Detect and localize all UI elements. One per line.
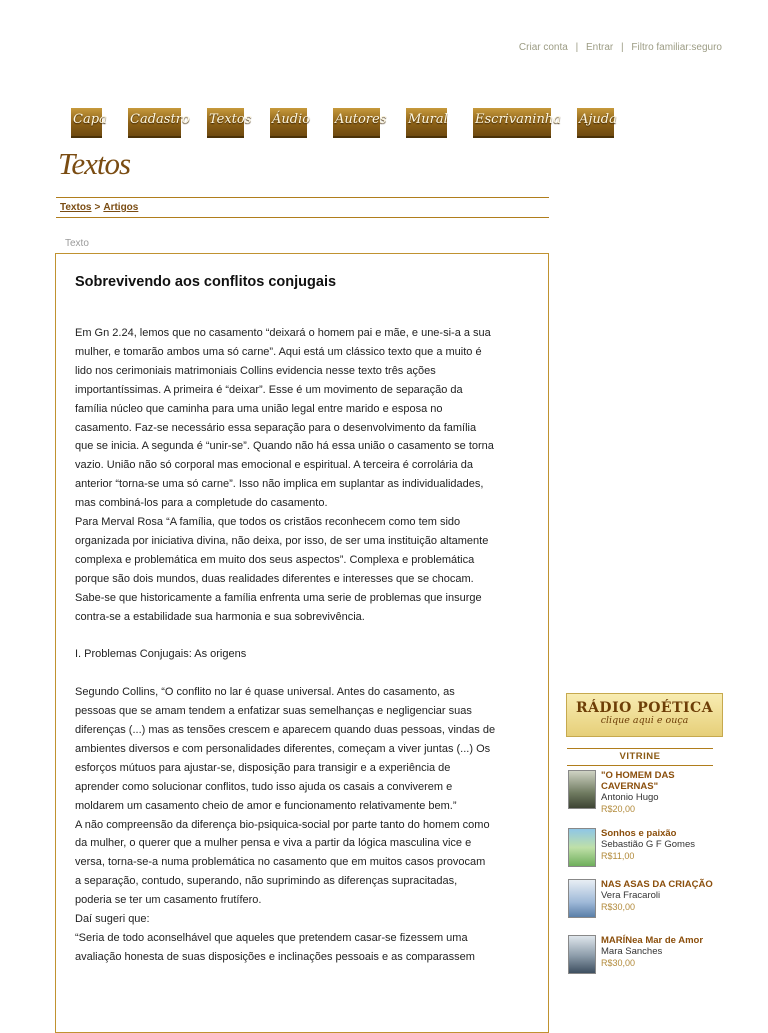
nav-tab-escrivaninha[interactable]: [473, 108, 561, 138]
article-line: Para Merval Rosa “A família, que todos os cristãos reconhecem como tem sido: [75, 516, 461, 529]
book-author: Mara Sanches: [601, 946, 663, 957]
article-line: família núcleo que caminha para uma união legal entre marido e esposa no: [75, 402, 443, 415]
book-price: R$30,00: [601, 958, 636, 968]
article-line: contra-se a estabilidade sua harmonia e sua sobrevivência.: [75, 610, 365, 623]
article-line: da mulher, o querer que a mulher pensa e viva a partir da lógica masculina vice e: [75, 837, 472, 850]
article-line: vazio. União não só corporal mas emocional e espiritual. A terceira é corrolária da: [75, 459, 474, 472]
book-title[interactable]: "O HOMEM DAS CAVERNAS": [601, 770, 675, 792]
nav-tab-label: Escrivaninha: [475, 112, 561, 127]
breadcrumb: [56, 197, 549, 218]
separator: |: [575, 42, 579, 53]
section-label: Texto: [65, 238, 89, 249]
book-title[interactable]: NAS ASAS DA CRIAÇÃO: [601, 879, 713, 890]
book-title[interactable]: MARÍNea Mar de Amor: [601, 935, 704, 946]
nav-tab-label: Áudio: [272, 112, 311, 127]
nav-tab-label: Mural: [408, 112, 448, 127]
article-body: [75, 324, 529, 967]
nav-tab-cadastro[interactable]: [128, 108, 190, 138]
nav-tab-autores[interactable]: [333, 108, 387, 138]
book-info: [601, 828, 721, 862]
nav-tab-label: Capa: [73, 112, 107, 127]
nav-tab-label: Cadastro: [130, 112, 190, 127]
book-title[interactable]: Sonhos e paixão: [601, 828, 677, 839]
article-line: pessoas que se amam tendem a enfatizar suas semelhanças e negligenciar suas: [75, 705, 472, 718]
article-line: aprender como solucionar conflitos, tudo isso ajuda os casais a conviverem e: [75, 780, 453, 793]
nav-tab-textos[interactable]: [207, 108, 252, 138]
article-title: Sobrevivendo aos conflitos conjugais: [75, 274, 337, 290]
article-line: “Seria de todo aconselhável que aqueles que pretendem casar-se fizessem uma: [75, 931, 468, 944]
article-line: lido nos cerimoniais matrimoniais Collins evidencia nesse texto três ações: [75, 364, 436, 377]
nav-tab-label: Autores: [335, 112, 387, 127]
article-line: poderia se ter um casamento frutífero.: [75, 894, 262, 907]
nav-tab-label: Textos: [209, 112, 252, 127]
separator: |: [621, 42, 624, 53]
article-line: diferenças (...) mas as tensões crescem e aparecem quando duas pessoas, vindas de: [75, 724, 496, 736]
book-price: R$30,00: [601, 902, 636, 912]
nav-tab-capa[interactable]: [71, 108, 107, 138]
article-line: porque são dois mundos, duas realidades diferentes e interesses que se chocam.: [75, 572, 474, 585]
article-line: A não compreensão da diferença bio-psiquica-social por parte tanto do homem como: [75, 818, 490, 831]
book-cover-image: [568, 879, 596, 918]
book-author: Vera Fracaroli: [601, 890, 661, 901]
nav-tab-mural[interactable]: [406, 108, 447, 138]
breadcrumb-separator: >: [94, 202, 101, 213]
nav-tab-label: Ajuda: [579, 112, 617, 127]
book-price: R$11,00: [601, 851, 635, 861]
article-line: moldarem um casamento cheio de amor e funcionamento relativamente bem.”: [75, 799, 457, 812]
article-line: esforços mútuos para ajustar-se, disposição para transigir e a experiência de: [75, 761, 451, 774]
article-line: avaliação honesta de suas disposições e inclinações pessoais e as comparassem: [75, 950, 475, 963]
article-line: Em Gn 2.24, lemos que no casamento “deixará o homem pai e mãe, e une-si-a a sua: [75, 327, 491, 339]
article-line: que se inicia. A segunda é “unir-se”. Quando não há essa união o casamento se torna: [75, 440, 494, 453]
book-cover-image: [568, 828, 596, 867]
paragraph-gap: [75, 664, 529, 683]
breadcrumb-root-link[interactable]: Textos: [60, 202, 92, 213]
book-info: [601, 770, 721, 815]
radio-banner-subtitle: clique aqui e ouça: [600, 715, 689, 726]
article-line: Segundo Collins, “O conflito no lar é quase universal. Antes do casamento, as: [75, 686, 455, 699]
article-line: ambientes diversos e com personalidades diferentes, começam a viver juntas (...) Os: [75, 742, 491, 755]
account-links: [519, 42, 722, 53]
book-cover-image: [568, 770, 596, 809]
create-account-link[interactable]: Criar conta: [518, 42, 568, 53]
breadcrumb-current-link[interactable]: Artigos: [103, 202, 139, 213]
book-author: Sebastião G F Gomes: [601, 839, 695, 850]
paragraph-gap: [75, 627, 529, 646]
login-link[interactable]: Entrar: [586, 42, 614, 53]
article-line: organizada por iniciativa divina, não deixa, por isso, de ser uma instituição altamente: [75, 534, 489, 547]
article-line: versa, torna-se-a numa problemática no casamento que em muitos casos provocam: [75, 856, 486, 869]
main-nav: [0, 108, 768, 138]
article-line: Daí sugeri que:: [75, 913, 150, 926]
article-line: mas combiná-los para a completude do casamento.: [75, 497, 328, 510]
article-line: mulher, e tomarão ambos uma só carne”. Aqui está um clássico texto que a muito é: [75, 345, 482, 358]
book-info: [601, 879, 721, 913]
book-info: [601, 935, 721, 969]
radio-banner-title: RÁDIO POÉTICA: [575, 700, 714, 716]
book-author: Antonio Hugo: [601, 792, 659, 803]
article-line: casamento. Faz-se necessário essa separação para o desenvolvimento da família: [75, 421, 477, 434]
article-line: anterior “torna-se uma só carne”. Isso não implica em suplantar as individualidades,: [75, 478, 484, 491]
radio-poetica-banner[interactable]: [566, 693, 723, 737]
nav-tab-audio[interactable]: [270, 108, 311, 138]
article-line: a separação, contudo, superando, não suprimindo as diferenças supracitadas,: [75, 875, 458, 888]
family-filter-link[interactable]: Filtro familiar:seguro: [631, 42, 722, 53]
vitrine-panel: [567, 748, 713, 968]
page-title: Textos: [58, 146, 131, 181]
article-line: I. Problemas Conjugais: As origens: [75, 648, 247, 661]
article-container: [55, 253, 549, 1033]
book-price: R$20,00: [601, 804, 636, 814]
vitrine-heading: VITRINE: [567, 748, 713, 766]
article-line: importantíssimas. A primeira é “deixar”. Esse é um movimento de separação da: [75, 383, 463, 396]
article-line: complexa e problemática em muito dos seus aspectos”. Complexa e problemática: [75, 553, 475, 566]
book-cover-image: [568, 935, 596, 974]
article-line: Sabe-se que historicamente a família enfrenta uma serie de problemas que insurge: [75, 591, 482, 604]
nav-tab-ajuda[interactable]: [577, 108, 617, 138]
